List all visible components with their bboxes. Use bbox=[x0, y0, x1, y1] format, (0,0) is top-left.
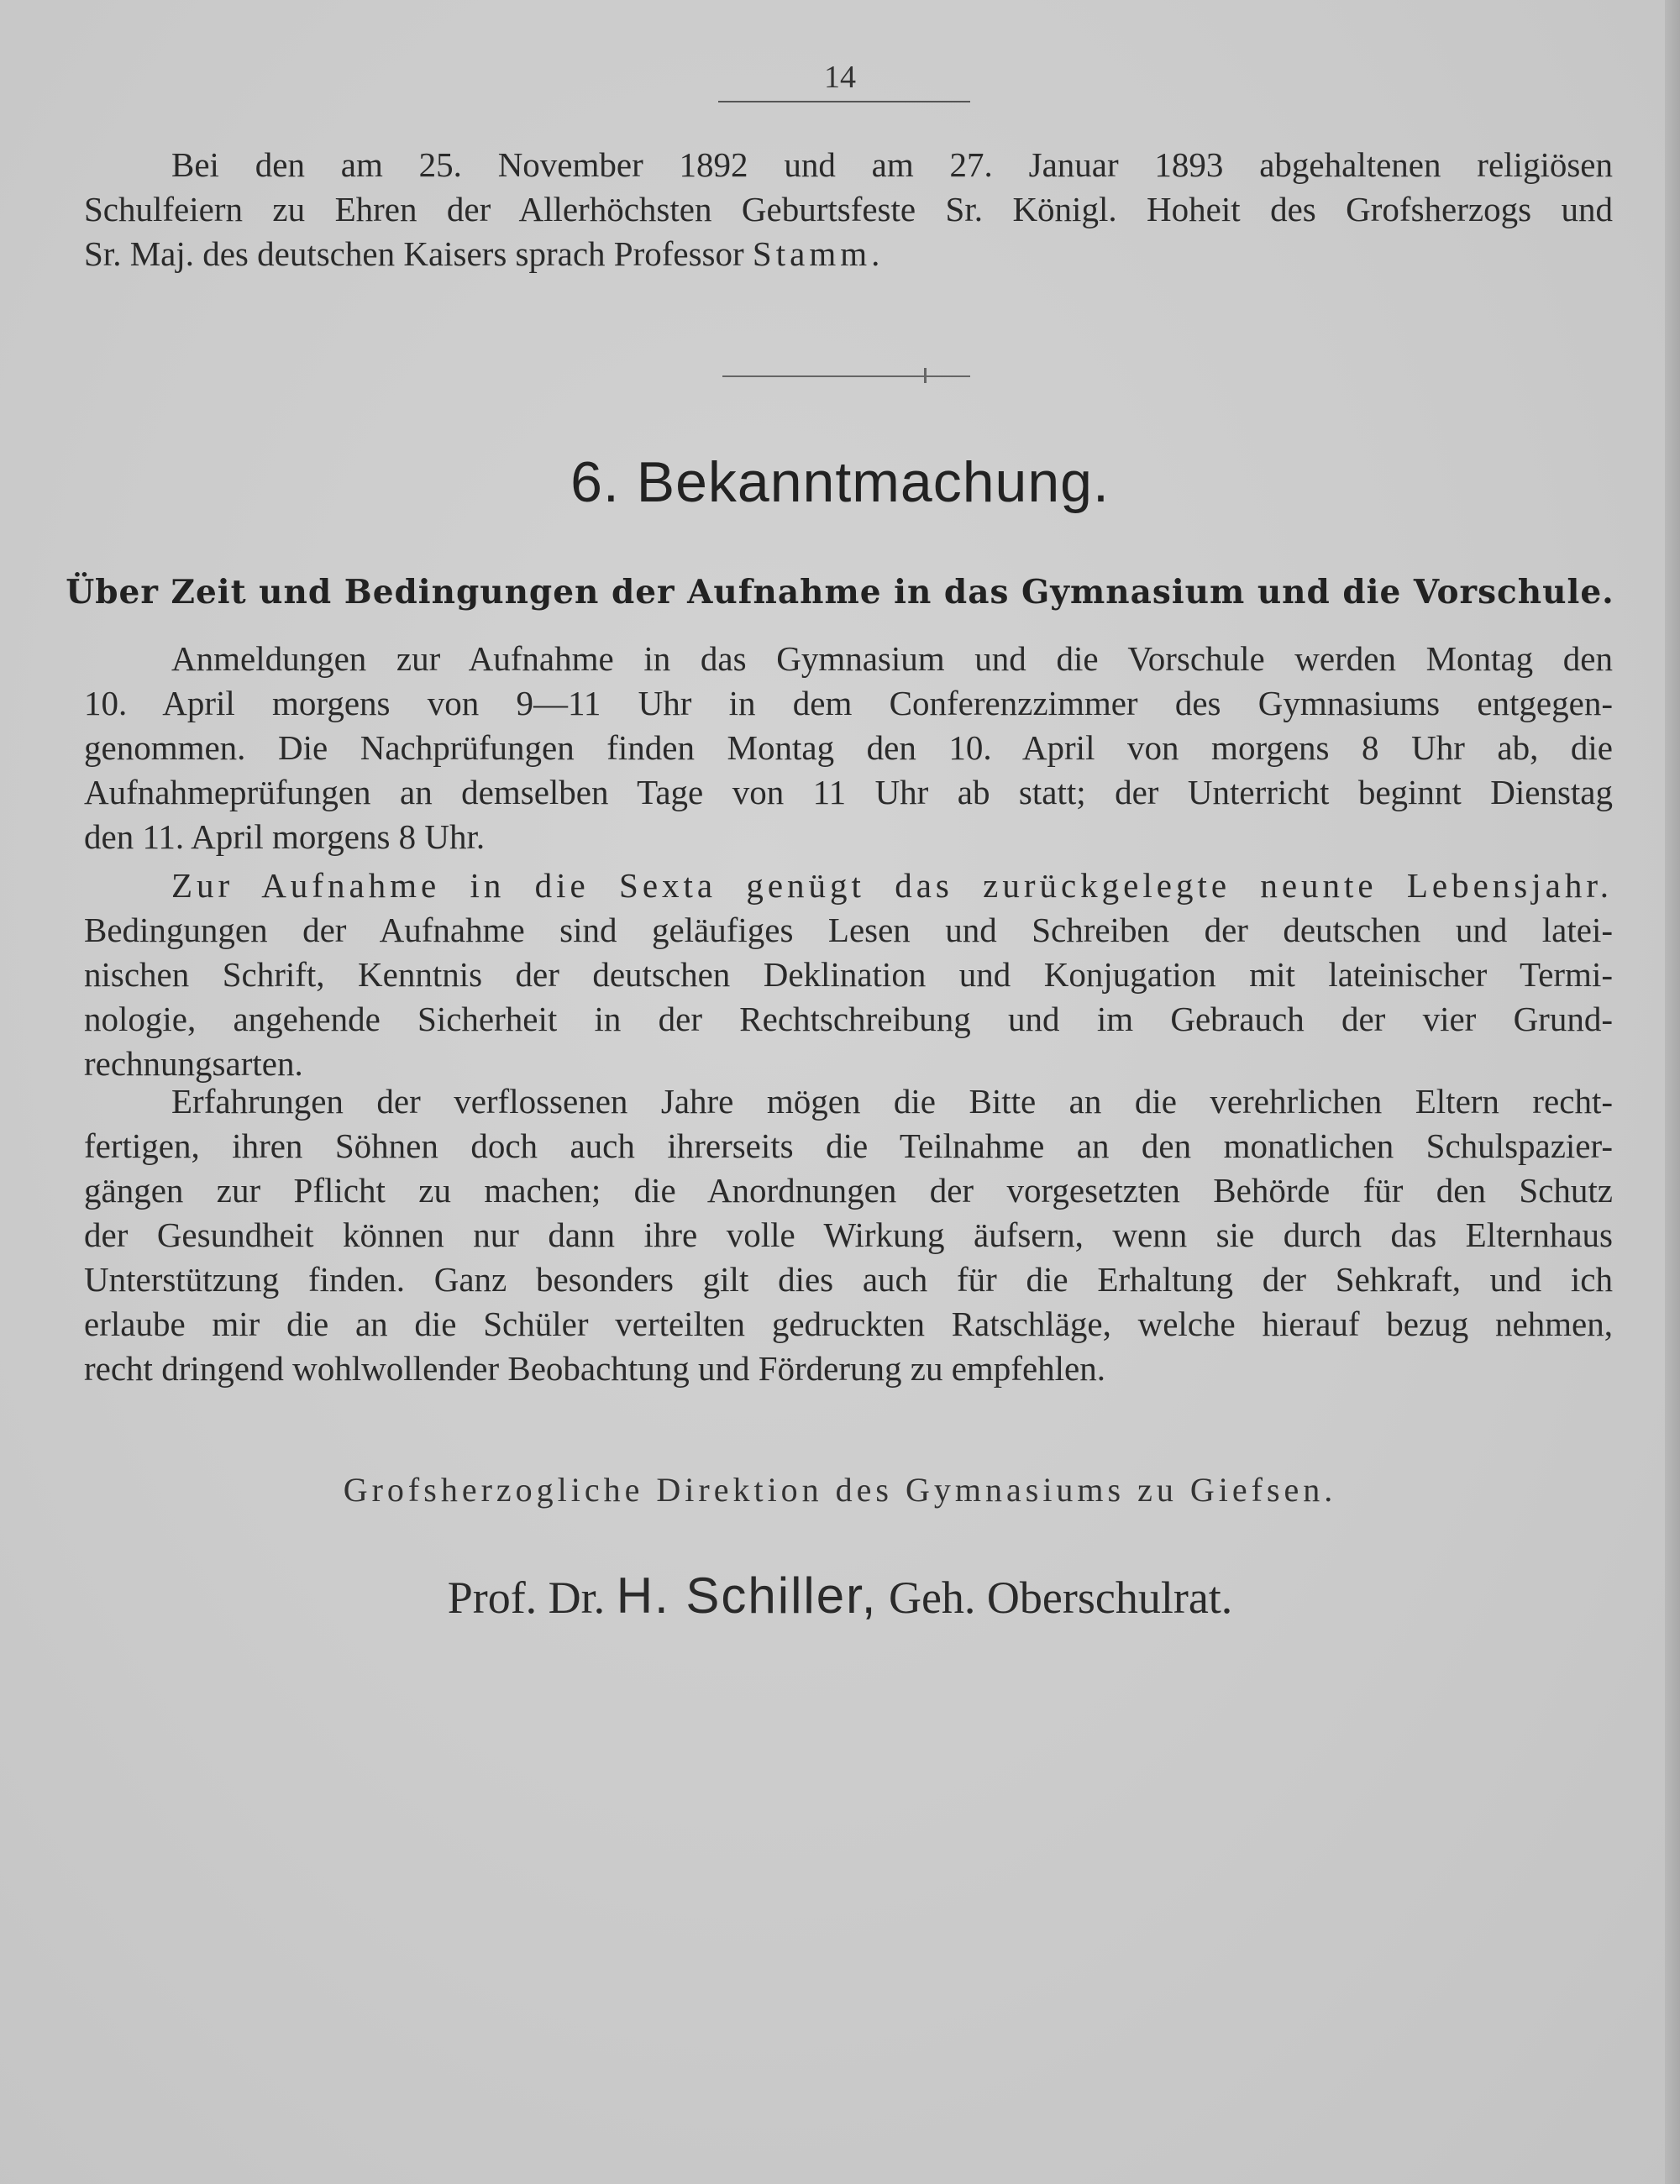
intro-last-prefix: Sr. Maj. des deutschen Kaisers sprach Professor bbox=[84, 234, 753, 273]
intro-line: Schulfeiern zu Ehren der Allerhöchsten Geburtsfeste Sr. Königl. Hoheit des Grofsherzogs und bbox=[84, 190, 1613, 228]
paragraph-line: rechnungsarten. bbox=[84, 1044, 303, 1083]
signature-title: Prof. Dr. bbox=[447, 1572, 617, 1623]
paragraph-line: 10. April morgens von 9—11 Uhr in dem Conferenzzimmer des Gymnasiums entgegen- bbox=[84, 684, 1613, 722]
paragraph-line: erlaube mir die an die Schüler verteilten gedruckten Ratschläge, welche hierauf bezug nehmen, bbox=[84, 1305, 1613, 1343]
signature-rank: Geh. Oberschulrat. bbox=[877, 1572, 1233, 1623]
paragraph-admission-registration bbox=[84, 637, 1613, 859]
section-subtitle: Über Zeit und Bedingungen der Aufnahme in das Gymnasium und die Vorschule. bbox=[66, 573, 1614, 612]
professor-name: Stamm bbox=[752, 234, 872, 273]
paragraph-line: fertigen, ihren Söhnen doch auch ihrerseits die Teilnahme an den monatlichen Schulspazier- bbox=[84, 1126, 1613, 1165]
paragraph-admission-requirements bbox=[84, 864, 1613, 1086]
paragraph-line: nischen Schrift, Kenntnis der deutschen Deklination und Konjugation mit lateinischer Termi- bbox=[84, 955, 1613, 994]
page-number-rule bbox=[718, 101, 970, 102]
section-divider bbox=[722, 375, 970, 377]
section-divider-ornament bbox=[924, 368, 927, 383]
section-title: 6. Bekanntmachung. bbox=[570, 450, 1110, 514]
paragraph-line: nologie, angehende Sicherheit in der Rechtschreibung und im Gebrauch der vier Grund- bbox=[84, 1000, 1613, 1038]
page-edge-shadow bbox=[1665, 0, 1680, 2184]
intro-line: Bei den am 25. November 1892 und am 27. Januar 1893 abgehaltenen religiösen bbox=[171, 145, 1613, 184]
paragraph-line: Erfahrungen der verflossenen Jahre mögen die Bitte an die verehrlichen Eltern recht- bbox=[171, 1082, 1613, 1121]
issuing-authority: Grofsherzogliche Direktion des Gymnasiums zu Giefsen. bbox=[343, 1471, 1337, 1509]
paragraph-parents-request bbox=[84, 1079, 1613, 1391]
signature-line bbox=[0, 1567, 1680, 1625]
paragraph-line: Zur Aufnahme in die Sexta genügt das zurückgelegte neunte Lebensjahr. bbox=[171, 866, 1613, 905]
page-number: 14 bbox=[824, 60, 856, 95]
paragraph-line: den 11. April morgens 8 Uhr. bbox=[84, 817, 486, 856]
signature-name: H. Schiller, bbox=[616, 1567, 878, 1624]
paragraph-line: gängen zur Pflicht zu machen; die Anordnungen der vorgesetzten Behörde für den Schutz bbox=[84, 1171, 1613, 1210]
paragraph-line: Anmeldungen zur Aufnahme in das Gymnasium und die Vorschule werden Montag den bbox=[171, 639, 1613, 678]
paragraph-line: Unterstützung finden. Ganz besonders gilt dies auch für die Erhaltung der Sehkraft, und ich bbox=[84, 1260, 1613, 1299]
paragraph-line: der Gesundheit können nur dann ihre volle Wirkung äufsern, wenn sie durch das Elternhaus bbox=[84, 1215, 1613, 1254]
intro-line-last bbox=[84, 232, 1613, 276]
paragraph-line: Aufnahmeprüfungen an demselben Tage von 11 Uhr ab statt; der Unterricht beginnt Dienstag bbox=[84, 773, 1613, 811]
intro-paragraph bbox=[84, 143, 1613, 276]
intro-last-suffix: . bbox=[871, 234, 880, 273]
paragraph-line: genommen. Die Nachprüfungen finden Montag den 10. April von morgens 8 Uhr ab, die bbox=[84, 728, 1613, 767]
paragraph-line: recht dringend wohlwollender Beobachtung und Förderung zu empfehlen. bbox=[84, 1349, 1105, 1388]
paragraph-line: Bedingungen der Aufnahme sind geläufiges Lesen und Schreiben der deutschen und latei- bbox=[84, 911, 1613, 949]
